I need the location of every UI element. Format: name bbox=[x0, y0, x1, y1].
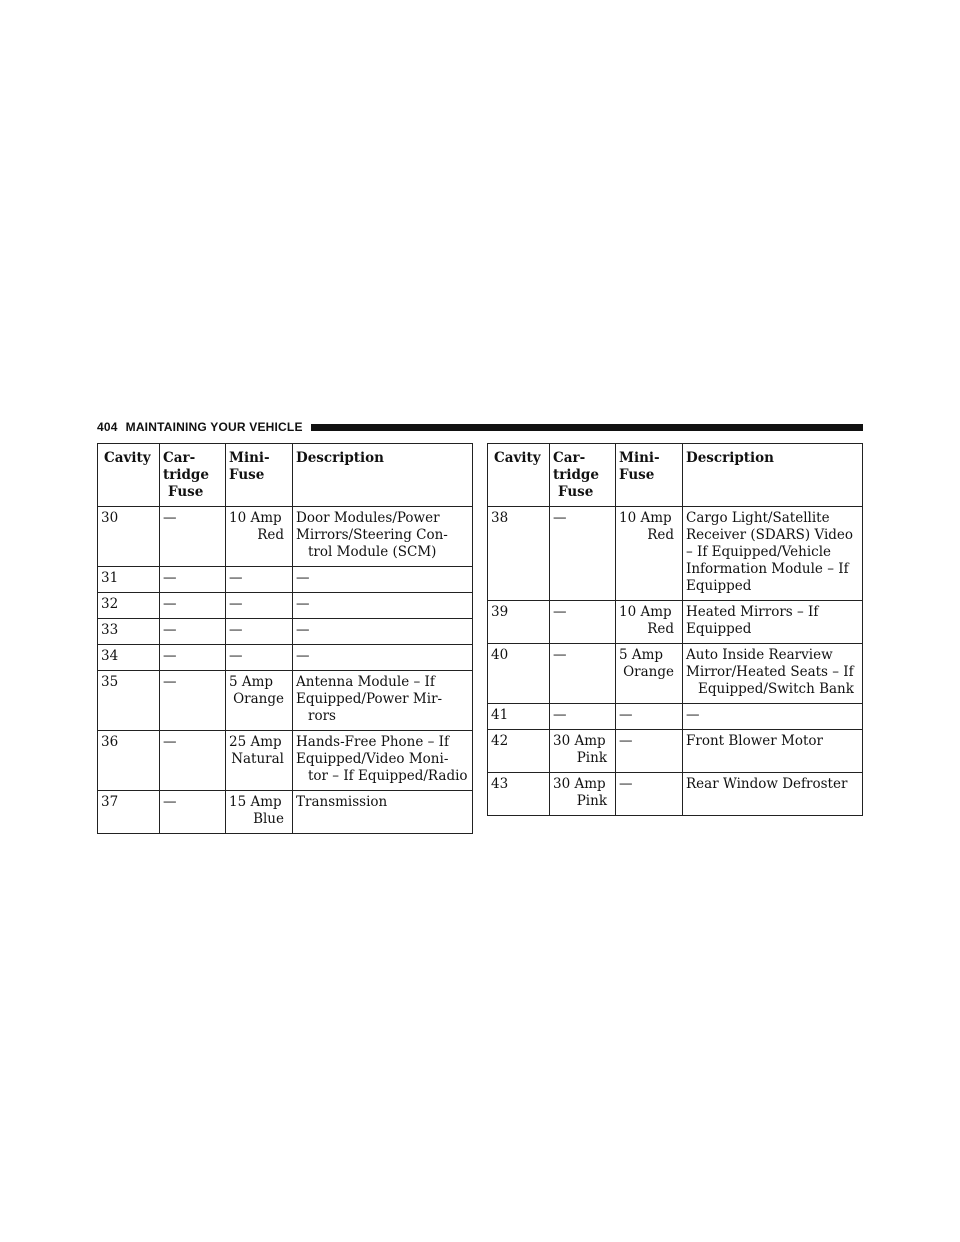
table-row bbox=[98, 731, 473, 791]
mini-fuse-cell: — bbox=[226, 593, 293, 619]
mini-fuse-cell: — bbox=[226, 567, 293, 593]
cartridge-cell: — bbox=[160, 671, 226, 731]
mini-fuse-cell: — bbox=[616, 704, 683, 730]
header-mini-fuse: Mini- Fuse bbox=[226, 444, 293, 507]
table-row bbox=[98, 567, 473, 593]
cartridge-cell: — bbox=[160, 593, 226, 619]
cavity-cell: 34 bbox=[98, 645, 160, 671]
cavity-cell: 33 bbox=[98, 619, 160, 645]
cartridge-cell: — bbox=[550, 704, 616, 730]
page-header bbox=[97, 418, 863, 436]
description-cell: Cargo Light/Satellite Receiver (SDARS) Video – If Equipped/Vehicle Information Module – If Equipped bbox=[683, 507, 863, 601]
table-row bbox=[98, 671, 473, 731]
mini-fuse-cell: — bbox=[226, 645, 293, 671]
cavity-cell: 36 bbox=[98, 731, 160, 791]
mini-fuse-cell: 10 Amp Red bbox=[226, 507, 293, 567]
cartridge-cell: — bbox=[160, 791, 226, 834]
mini-fuse-cell: 25 Amp Natural bbox=[226, 731, 293, 791]
mini-fuse-cell: 5 Amp Orange bbox=[226, 671, 293, 731]
table-row bbox=[488, 644, 863, 704]
mini-fuse-cell: — bbox=[226, 619, 293, 645]
table-row bbox=[488, 730, 863, 773]
table-row bbox=[488, 601, 863, 644]
cartridge-cell: — bbox=[160, 619, 226, 645]
table-header-row bbox=[98, 444, 473, 507]
table-row bbox=[98, 619, 473, 645]
description-cell: — bbox=[293, 567, 473, 593]
description-cell: Hands-Free Phone – If Equipped/Video Moni- tor – If Equipped/Radio bbox=[293, 731, 473, 791]
mini-fuse-cell: 15 Amp Blue bbox=[226, 791, 293, 834]
cartridge-cell: — bbox=[160, 645, 226, 671]
table-header-row bbox=[488, 444, 863, 507]
mini-fuse-cell: 5 Amp Orange bbox=[616, 644, 683, 704]
header-description: Description bbox=[293, 444, 473, 507]
header-cavity: Cavity bbox=[98, 444, 160, 507]
header-rule bbox=[311, 424, 863, 431]
cartridge-cell: — bbox=[550, 644, 616, 704]
cavity-cell: 39 bbox=[488, 601, 550, 644]
table-row bbox=[98, 593, 473, 619]
cartridge-cell: — bbox=[550, 507, 616, 601]
description-cell: Transmission bbox=[293, 791, 473, 834]
cavity-cell: 40 bbox=[488, 644, 550, 704]
cavity-cell: 43 bbox=[488, 773, 550, 816]
table-row bbox=[98, 507, 473, 567]
description-cell: Door Modules/Power Mirrors/Steering Con- trol Module (SCM) bbox=[293, 507, 473, 567]
header-cartridge: Car- tridge Fuse bbox=[550, 444, 616, 507]
description-cell: — bbox=[293, 645, 473, 671]
mini-fuse-cell: 10 Amp Red bbox=[616, 507, 683, 601]
table-row bbox=[98, 645, 473, 671]
cartridge-cell: — bbox=[160, 567, 226, 593]
cavity-cell: 41 bbox=[488, 704, 550, 730]
mini-fuse-cell: — bbox=[616, 730, 683, 773]
header-description: Description bbox=[683, 444, 863, 507]
cartridge-cell: — bbox=[160, 731, 226, 791]
cartridge-cell: — bbox=[550, 601, 616, 644]
cavity-cell: 32 bbox=[98, 593, 160, 619]
section-title: MAINTAINING YOUR VEHICLE bbox=[125, 420, 303, 434]
mini-fuse-cell: 10 Amp Red bbox=[616, 601, 683, 644]
fuse-table-left bbox=[97, 443, 473, 834]
header-mini-fuse: Mini- Fuse bbox=[616, 444, 683, 507]
cartridge-cell: — bbox=[160, 507, 226, 567]
description-cell: Auto Inside Rearview Mirror/Heated Seats – If Equipped/Switch Bank bbox=[683, 644, 863, 704]
cavity-cell: 37 bbox=[98, 791, 160, 834]
description-cell: Heated Mirrors – If Equipped bbox=[683, 601, 863, 644]
fuse-table-right bbox=[487, 443, 863, 816]
cavity-cell: 42 bbox=[488, 730, 550, 773]
table-row bbox=[488, 704, 863, 730]
cavity-cell: 38 bbox=[488, 507, 550, 601]
cavity-cell: 35 bbox=[98, 671, 160, 731]
cartridge-cell: 30 Amp Pink bbox=[550, 730, 616, 773]
description-cell: — bbox=[683, 704, 863, 730]
description-cell: Front Blower Motor bbox=[683, 730, 863, 773]
table-row bbox=[488, 507, 863, 601]
description-cell: Antenna Module – If Equipped/Power Mir- rors bbox=[293, 671, 473, 731]
table-row bbox=[98, 791, 473, 834]
page-number: 404 bbox=[97, 420, 118, 434]
mini-fuse-cell: — bbox=[616, 773, 683, 816]
header-cavity: Cavity bbox=[488, 444, 550, 507]
description-cell: — bbox=[293, 619, 473, 645]
description-cell: Rear Window Defroster bbox=[683, 773, 863, 816]
description-cell: — bbox=[293, 593, 473, 619]
cartridge-cell: 30 Amp Pink bbox=[550, 773, 616, 816]
header-cartridge: Car- tridge Fuse bbox=[160, 444, 226, 507]
cavity-cell: 30 bbox=[98, 507, 160, 567]
cavity-cell: 31 bbox=[98, 567, 160, 593]
table-row bbox=[488, 773, 863, 816]
